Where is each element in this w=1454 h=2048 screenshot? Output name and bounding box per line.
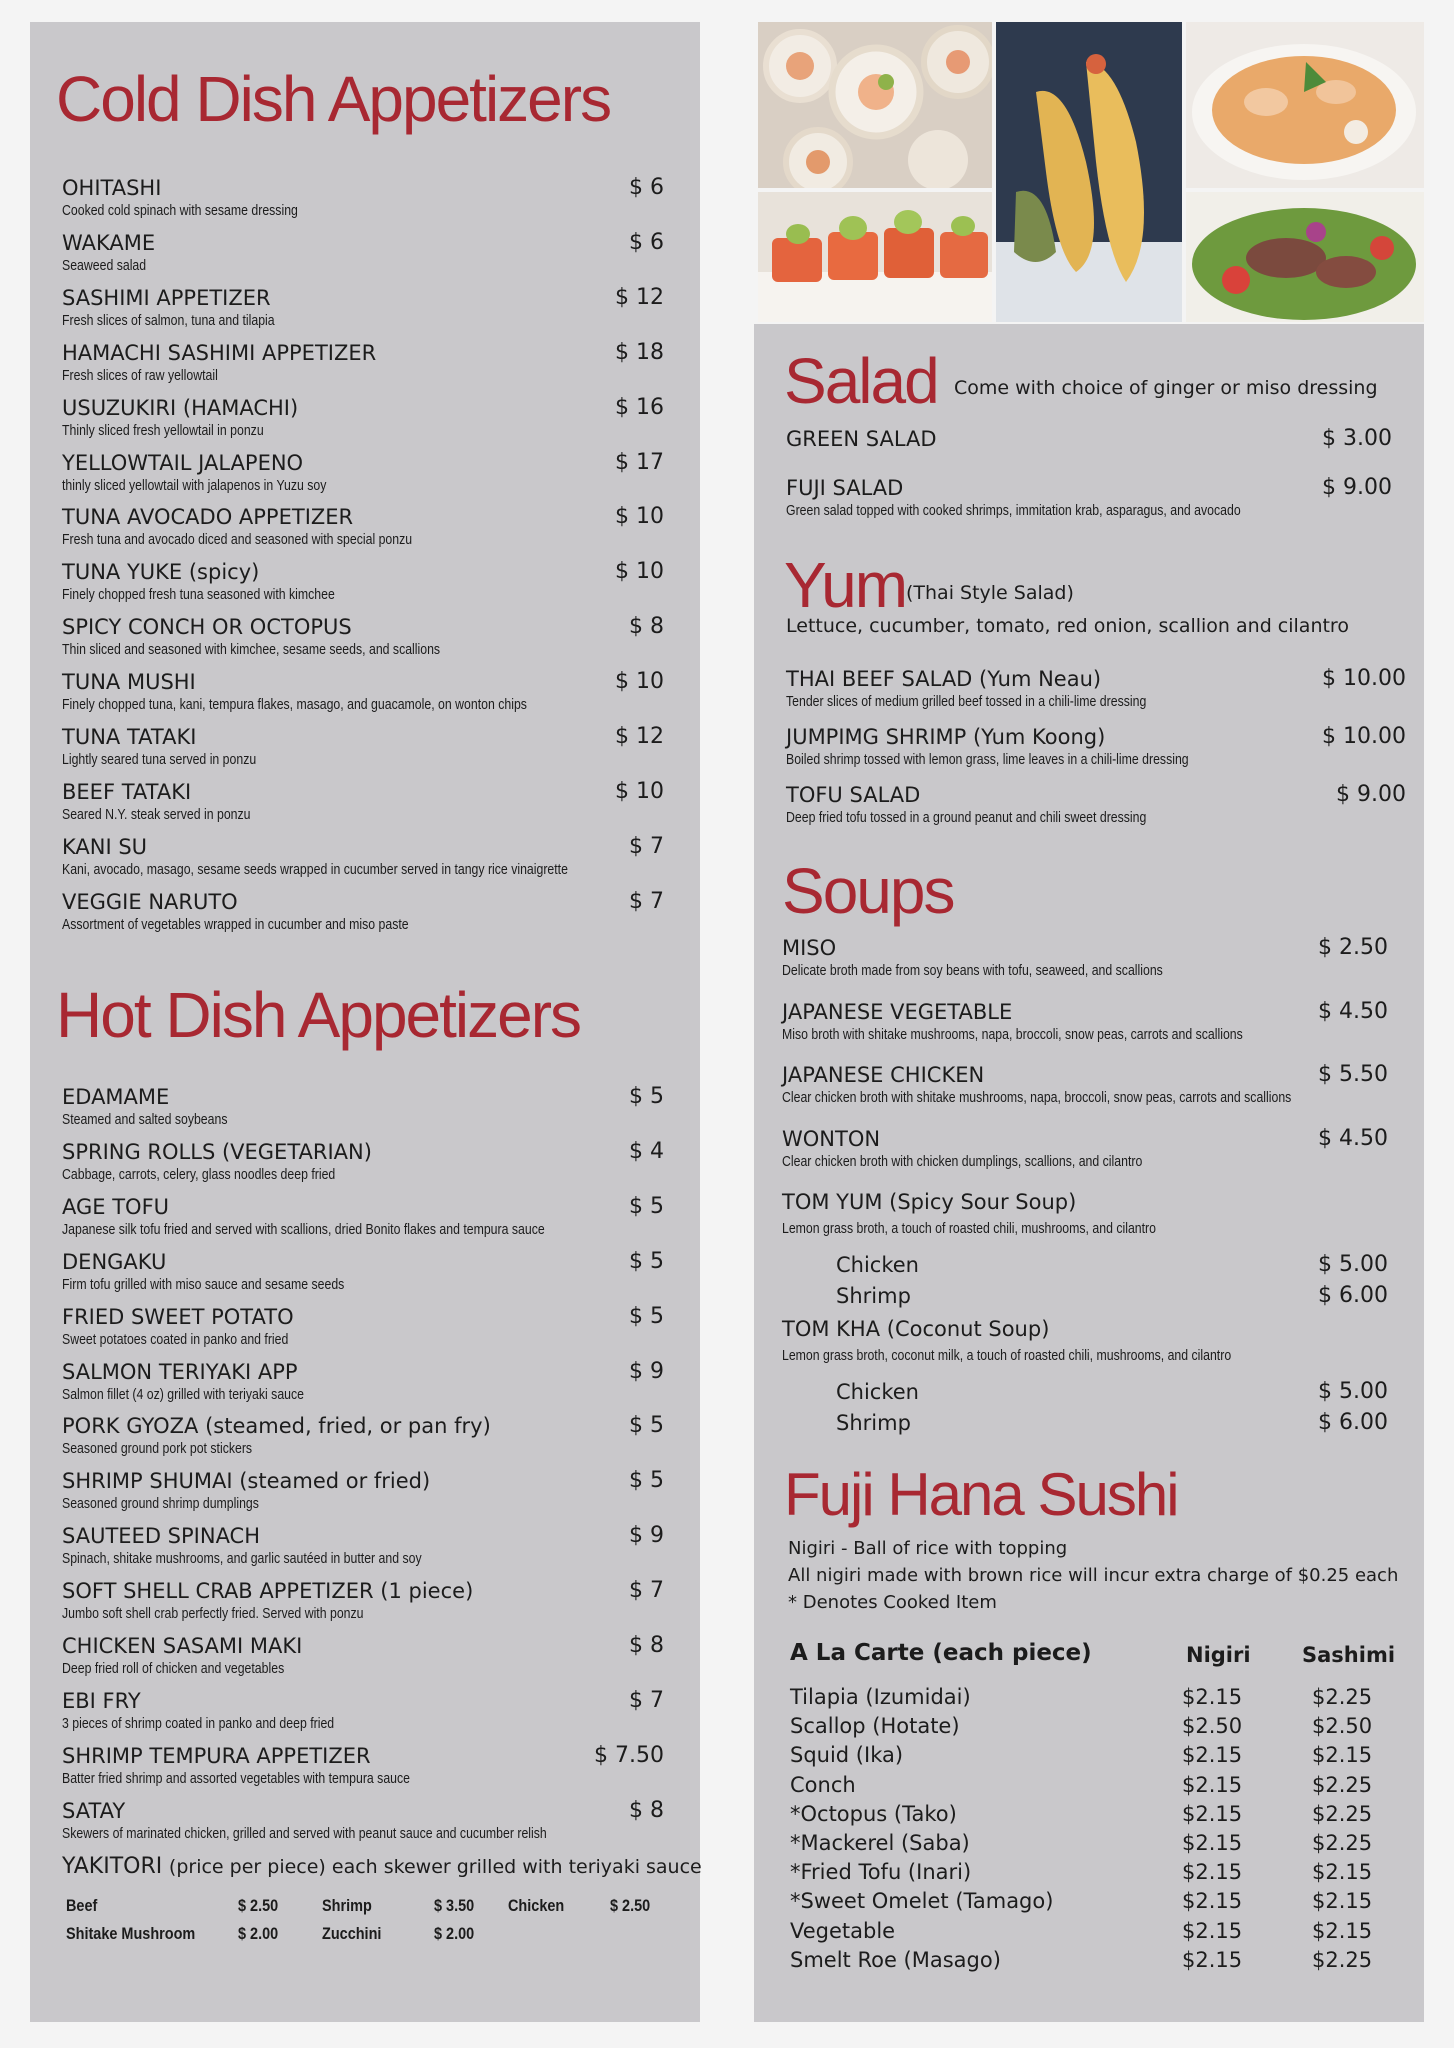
item-name: JAPANESE VEGETABLE	[782, 999, 1013, 1024]
item-description: Fresh slices of raw yellowtail	[62, 366, 218, 384]
item-name: SAUTEED SPINACH	[62, 1524, 261, 1549]
salad-heading: Salad	[784, 345, 938, 417]
item-description: Thinly sliced fresh yellowtail in ponzu	[62, 421, 264, 439]
item-price: $ 9	[629, 1358, 664, 1384]
item-price: $ 18	[615, 339, 664, 365]
item-description: Deep fried roll of chicken and vegetables	[62, 1660, 285, 1677]
item-description: Boiled shrimp tossed with lemon grass, lime leaves in a chili-lime dressing	[786, 751, 1189, 768]
item-price: $ 7	[629, 833, 664, 859]
item-description: Spinach, shitake mushrooms, and garlic sautéed in butter and soy	[62, 1550, 422, 1568]
item-price: $ 4.50	[1318, 1125, 1388, 1151]
item-name: DENGAKU	[62, 1249, 167, 1274]
item-name: YELLOWTAIL JALAPENO	[62, 450, 304, 475]
sashimi-price: $2.25	[1312, 1772, 1373, 1797]
yakitori-beef-label: Beef	[66, 1896, 98, 1915]
sashimi-price: $2.15	[1312, 1918, 1373, 1943]
item-description: Lightly seared tuna served in ponzu	[62, 751, 257, 768]
yakitori-chicken-label: Chicken	[508, 1896, 565, 1915]
nigiri-price: $2.15	[1182, 1772, 1243, 1797]
item-name: VEGGIE NARUTO	[62, 889, 238, 914]
tom-yum-shrimp-label: Shrimp	[836, 1284, 911, 1308]
item-name: OHITASHI	[62, 176, 162, 200]
tom-kha-shrimp-label: Shrimp	[836, 1411, 911, 1435]
item-price: $ 8	[629, 1797, 664, 1823]
item-name: TUNA TATAKI	[62, 725, 197, 749]
item-name: PORK GYOZA (steamed, fried, or pan fry)	[62, 1414, 491, 1439]
item-description: Skewers of marinated chicken, grilled and served with peanut sauce and cucumber relish	[62, 1824, 547, 1842]
item-name: SASHIMI APPETIZER	[62, 285, 271, 310]
item-name: USUZUKIRI (HAMACHI)	[62, 395, 299, 420]
item-description: Seasoned ground pork pot stickers	[62, 1440, 253, 1458]
item-price: $ 10.00	[1322, 666, 1406, 691]
item-description: Fresh slices of salmon, tuna and tilapia	[62, 311, 275, 329]
item-name: FRIED SWEET POTATO	[62, 1304, 294, 1329]
item-description: Steamed and salted soybeans	[62, 1111, 228, 1128]
item-name: TOFU SALAD	[786, 783, 921, 807]
item-description: Green salad topped with cooked shrimps, immitation krab, asparagus, and avocado	[786, 502, 1241, 519]
soups-heading: Soups	[782, 855, 954, 927]
item-name: JUMPIMG SHRIMP (Yum Koong)	[786, 725, 1106, 749]
item-name: HAMACHI SASHIMI APPETIZER	[62, 340, 377, 365]
item-description: Clear chicken broth with shitake mushrooms, napa, broccoli, snow peas, carrots and scallions	[782, 1089, 1292, 1106]
item-description: Thin sliced and seasoned with kimchee, sesame seeds, and scallions	[62, 641, 441, 659]
yakitori-note: (price per piece) each skewer grilled with teriyaki sauce	[168, 1856, 702, 1878]
sushi-item-name: *Octopus (Tako)	[790, 1801, 957, 1826]
item-price: $ 10	[615, 504, 664, 530]
item-description: Japanese silk tofu fried and served with scallions, dried Bonito flakes and tempura sauce	[62, 1220, 545, 1238]
item-price: $ 5	[629, 1303, 664, 1329]
nigiri-price: $2.15	[1182, 1685, 1243, 1709]
tom-yum-desc: Lemon grass broth, a touch of roasted chili, mushrooms, and cilantro	[782, 1220, 1156, 1237]
tom-kha-chicken-label: Chicken	[836, 1380, 919, 1404]
item-description: Firm tofu grilled with miso sauce and sesame seeds	[62, 1275, 345, 1293]
nigiri-price: $2.15	[1182, 1801, 1243, 1826]
tom-kha-desc: Lemon grass broth, coconut milk, a touch of roasted chili, mushrooms, and cilantro	[782, 1347, 1232, 1364]
nigiri-price: $2.15	[1182, 1831, 1243, 1855]
sushi-plate-photo	[758, 192, 992, 322]
item-name: WONTON	[782, 1126, 881, 1151]
yakitori-zucchini-label: Zucchini	[322, 1924, 382, 1943]
nigiri-price: $2.15	[1182, 1889, 1243, 1914]
tom-yum-soup-photo	[1186, 22, 1424, 188]
item-price: $ 4.50	[1318, 998, 1388, 1024]
tom-kha-chicken-price: $ 5.00	[1318, 1379, 1388, 1404]
nigiri-price: $2.15	[1182, 1947, 1243, 1972]
nigiri-price: $2.15	[1182, 1918, 1243, 1943]
sashimi-price: $2.15	[1312, 1889, 1373, 1914]
sashimi-price: $2.15	[1312, 1743, 1373, 1768]
sushi-item-name: Conch	[790, 1772, 856, 1797]
yakitori-shrimp-price: $ 3.50	[434, 1896, 475, 1915]
salad-note: Come with choice of ginger or miso dressing	[954, 377, 1378, 399]
item-description: Miso broth with shitake mushrooms, napa, broccoli, snow peas, carrots and scallions	[782, 1025, 1243, 1043]
item-name: EBI FRY	[62, 1688, 141, 1713]
yum-note: Lettuce, cucumber, tomato, red onion, scallion and cilantro	[786, 615, 1349, 637]
item-price: $ 9.00	[1336, 782, 1406, 807]
food-photo-strip	[758, 22, 1424, 322]
item-description: Fresh tuna and avocado diced and seasoned with special ponzu	[62, 531, 413, 549]
nigiri-header: Nigiri	[1186, 1643, 1251, 1667]
sashimi-price: $2.25	[1312, 1831, 1373, 1855]
item-price: $ 10	[615, 669, 664, 695]
yum-heading: Yum	[784, 549, 907, 621]
item-description: Salmon fillet (4 oz) grilled with teriyaki sauce	[62, 1385, 305, 1403]
item-price: $ 7.50	[594, 1742, 664, 1768]
item-name: EDAMAME	[62, 1085, 170, 1109]
thai-salad-photo	[1186, 192, 1424, 322]
sushi-rolls-photo	[758, 22, 992, 188]
tom-yum-name: TOM YUM (Spicy Sour Soup)	[782, 1190, 1077, 1214]
sushi-item-name: Vegetable	[790, 1918, 896, 1943]
yakitori-shrimp-label: Shrimp	[322, 1896, 372, 1915]
item-description: Tender slices of medium grilled beef tossed in a chili-lime dressing	[786, 693, 1147, 710]
item-name: FUJI SALAD	[786, 476, 904, 500]
item-price: $ 5	[629, 1084, 664, 1109]
item-price: $ 4	[629, 1138, 664, 1164]
item-description: Seaweed salad	[62, 256, 147, 274]
item-description: Delicate broth made from soy beans with tofu, seaweed, and scallions	[782, 962, 1163, 979]
nigiri-price: $2.15	[1182, 1743, 1243, 1768]
a-la-carte-header: A La Carte (each piece)	[790, 1640, 1092, 1666]
item-name: SPRING ROLLS (VEGETARIAN)	[62, 1139, 372, 1164]
item-description: thinly sliced yellowtail with jalapenos in Yuzu soy	[62, 476, 327, 494]
item-name: TUNA MUSHI	[62, 670, 196, 695]
tempura-photo	[996, 22, 1182, 322]
sashimi-price: $2.15	[1312, 1860, 1373, 1885]
item-price: $ 10	[615, 559, 664, 585]
item-price: $ 5	[629, 1248, 664, 1274]
item-price: $ 5	[629, 1193, 664, 1219]
item-name: SOFT SHELL CRAB APPETIZER (1 piece)	[62, 1579, 474, 1604]
item-price: $ 7	[629, 1578, 664, 1604]
item-price: $ 8	[629, 614, 664, 640]
yakitori-name: YAKITORI	[62, 1854, 163, 1879]
item-name: SHRIMP SHUMAI (steamed or fried)	[62, 1469, 431, 1494]
sushi-item-name: *Mackerel (Saba)	[790, 1831, 970, 1855]
item-name: TUNA YUKE (spicy)	[62, 560, 260, 585]
item-description: Assortment of vegetables wrapped in cucumber and miso paste	[62, 915, 409, 933]
item-description: Seared N.Y. steak served in ponzu	[62, 805, 251, 823]
item-price: $ 5	[629, 1413, 664, 1439]
item-price: $ 17	[615, 449, 664, 475]
sushi-item-name: Tilapia (Izumidai)	[790, 1685, 971, 1709]
item-price: $ 10.00	[1322, 724, 1406, 749]
nigiri-price: $2.15	[1182, 1860, 1243, 1885]
nigiri-price: $2.50	[1182, 1714, 1243, 1739]
item-price: $ 2.50	[1318, 935, 1388, 960]
item-price: $ 7	[629, 1687, 664, 1713]
item-price: $ 5.50	[1318, 1062, 1388, 1087]
item-price: $ 3.00	[1322, 426, 1392, 451]
item-name: JAPANESE CHICKEN	[782, 1063, 985, 1087]
item-name: WAKAME	[62, 230, 156, 255]
item-description: Seasoned ground shrimp dumplings	[62, 1495, 259, 1513]
tom-kha-shrimp-price: $ 6.00	[1318, 1410, 1388, 1435]
sashimi-price: $2.25	[1312, 1685, 1373, 1709]
item-name: THAI BEEF SALAD (Yum Neau)	[786, 667, 1102, 691]
sushi-note-nigiri: Nigiri - Ball of rice with topping	[788, 1538, 1068, 1559]
sushi-note-brown-rice: All nigiri made with brown rice will incur extra charge of $0.25 each	[788, 1565, 1399, 1586]
item-name: KANI SU	[62, 834, 148, 859]
tom-yum-chicken-label: Chicken	[836, 1253, 919, 1277]
item-description: Cabbage, carrots, celery, glass noodles deep fried	[62, 1165, 336, 1183]
sashimi-price: $2.25	[1312, 1801, 1373, 1826]
item-price: $ 6	[629, 175, 664, 200]
item-description: Clear chicken broth with chicken dumplings, scallions, and cilantro	[782, 1152, 1143, 1170]
item-price: $ 9	[629, 1523, 664, 1549]
item-description: Sweet potatoes coated in panko and fried	[62, 1330, 289, 1348]
item-price: $ 16	[615, 394, 664, 420]
item-description: 3 pieces of shrimp coated in panko and deep fried	[62, 1714, 335, 1732]
sashimi-price: $2.50	[1312, 1714, 1373, 1739]
item-price: $ 10	[615, 778, 664, 804]
item-price: $ 7	[629, 888, 664, 914]
hot-dish-heading: Hot Dish Appetizers	[56, 979, 581, 1051]
yakitori-beef-price: $ 2.50	[238, 1896, 279, 1915]
sushi-item-name: Smelt Roe (Masago)	[790, 1947, 1001, 1972]
item-price: $ 12	[615, 724, 664, 749]
item-description: Cooked cold spinach with sesame dressing	[62, 202, 298, 219]
tom-kha-name: TOM KHA (Coconut Soup)	[782, 1317, 1050, 1341]
yakitori-zucchini-price: $ 2.00	[434, 1924, 475, 1943]
item-description: Finely chopped fresh tuna seasoned with kimchee	[62, 586, 335, 604]
sushi-item-name: *Fried Tofu (Inari)	[790, 1860, 972, 1885]
sushi-note-cooked: * Denotes Cooked Item	[788, 1592, 997, 1613]
item-price: $ 8	[629, 1633, 664, 1658]
item-name: SALMON TERIYAKI APP	[62, 1359, 298, 1384]
item-description: Batter fried shrimp and assorted vegetables with tempura sauce	[62, 1769, 411, 1787]
item-description: Kani, avocado, masago, sesame seeds wrapped in cucumber served in tangy rice vinaigrette	[62, 860, 568, 878]
sushi-heading: Fuji Hana Sushi	[784, 1461, 1178, 1528]
yum-subtitle: (Thai Style Salad)	[906, 582, 1074, 604]
item-name: CHICKEN SASAMI MAKI	[62, 1634, 303, 1658]
sushi-item-name: Scallop (Hotate)	[790, 1714, 960, 1739]
tom-yum-shrimp-price: $ 6.00	[1318, 1283, 1388, 1308]
item-name: SATAY	[62, 1798, 126, 1823]
yakitori-mushroom-price: $ 2.00	[238, 1924, 279, 1943]
sushi-item-name: Squid (Ika)	[790, 1743, 904, 1768]
item-name: MISO	[782, 936, 837, 960]
item-name: TUNA AVOCADO APPETIZER	[62, 505, 354, 530]
item-description: Jumbo soft shell crab perfectly fried. Served with ponzu	[62, 1605, 364, 1623]
item-price: $ 12	[615, 284, 664, 310]
sashimi-price: $2.25	[1312, 1947, 1373, 1972]
item-name: SHRIMP TEMPURA APPETIZER	[62, 1743, 371, 1768]
item-name: SPICY CONCH OR OCTOPUS	[62, 615, 352, 640]
item-description: Deep fried tofu tossed in a ground peanut and chili sweet dressing	[786, 809, 1147, 826]
item-price: $ 6	[629, 229, 664, 255]
yakitori-chicken-price: $ 2.50	[610, 1896, 651, 1915]
sushi-item-name: *Sweet Omelet (Tamago)	[790, 1889, 1054, 1914]
tom-yum-chicken-price: $ 5.00	[1318, 1252, 1388, 1277]
sashimi-header: Sashimi	[1302, 1643, 1396, 1667]
item-price: $ 9.00	[1322, 475, 1392, 500]
item-price: $ 5	[629, 1468, 664, 1494]
item-description: Finely chopped tuna, kani, tempura flakes, masago, and guacamole, on wonton chips	[62, 696, 527, 714]
cold-dish-heading: Cold Dish Appetizers	[56, 63, 611, 135]
yakitori-mushroom-label: Shitake Mushroom	[66, 1924, 196, 1943]
item-name: AGE TOFU	[62, 1194, 170, 1219]
item-name: BEEF TATAKI	[62, 779, 192, 804]
item-name: GREEN SALAD	[786, 427, 937, 451]
